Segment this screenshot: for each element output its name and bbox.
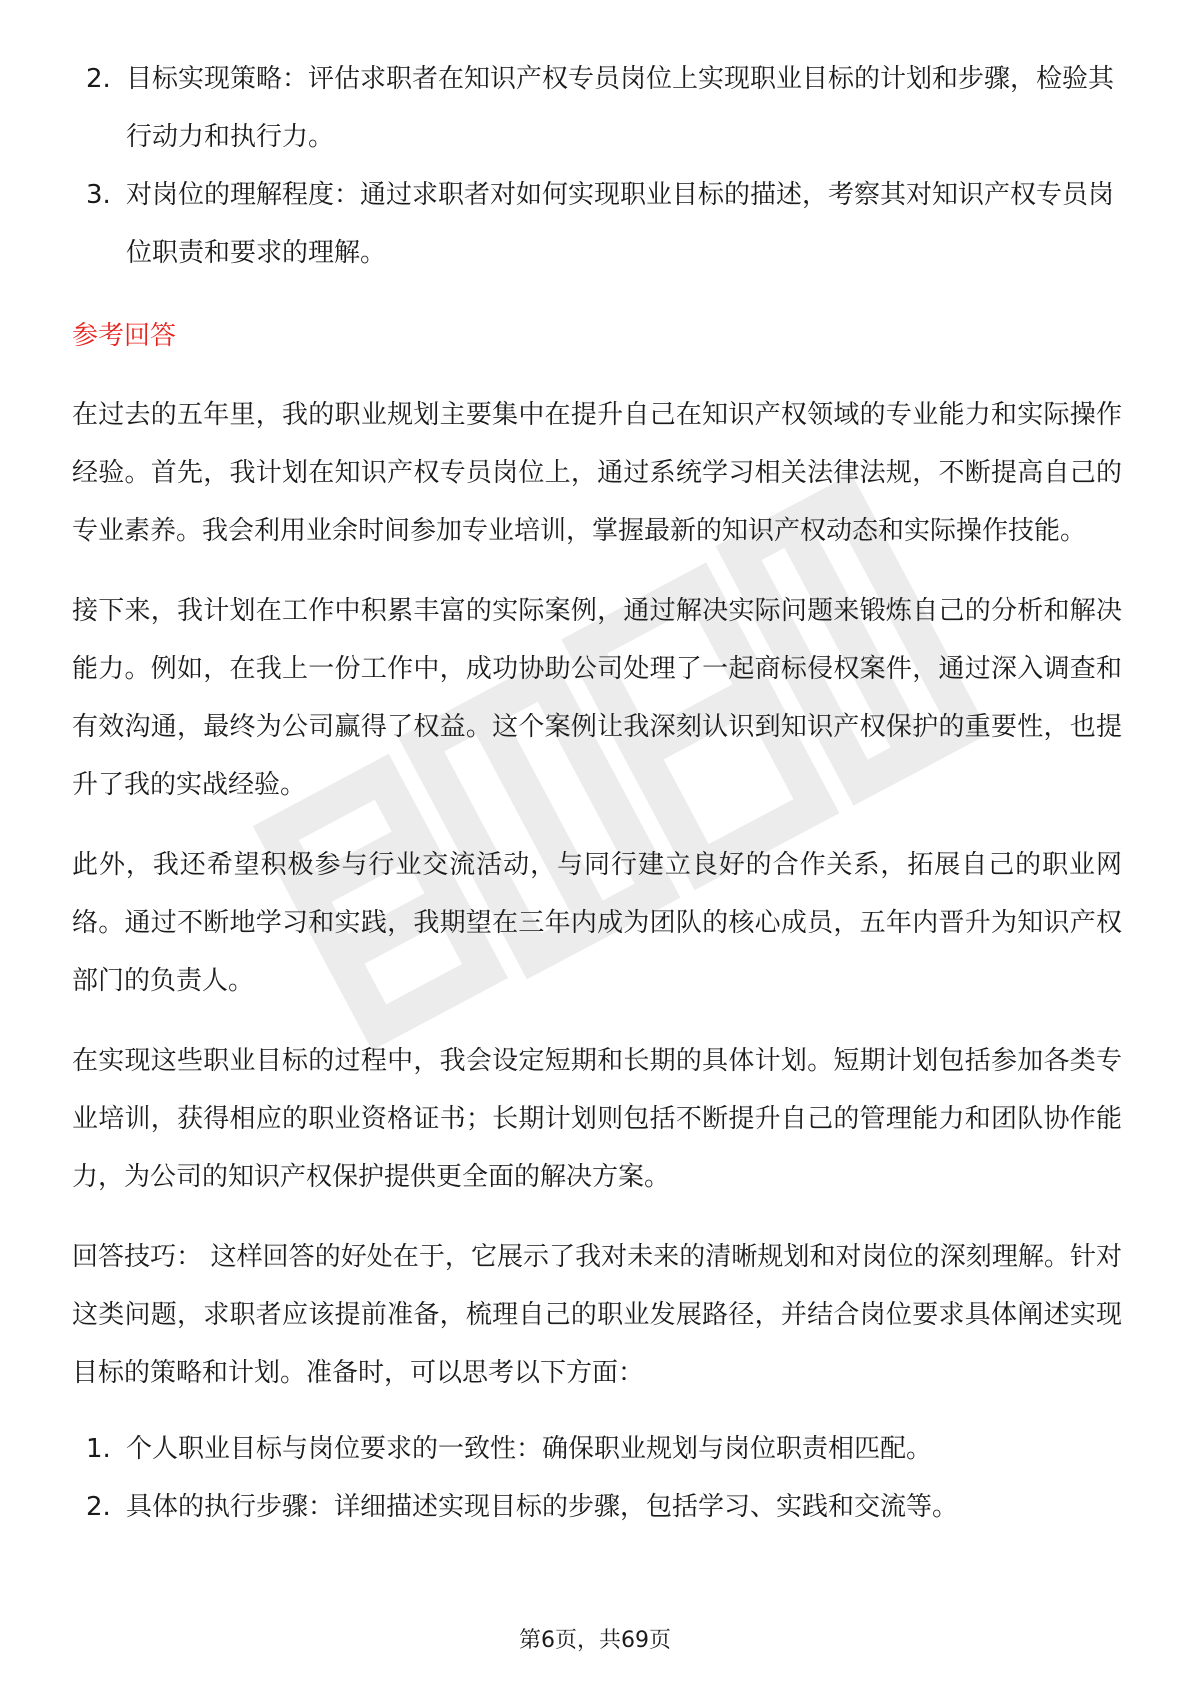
list-item bbox=[72, 50, 1122, 166]
answer-paragraph: 在实现这些职业目标的过程中，我会设定短期和长期的具体计划。短期计划包括参加各类专业培训，获得相应的职业资格证书；长期计划则包括不断提升自己的管理能力和团队协作能力，为公司的知识产权保护提供更全面的解决方案。 bbox=[72, 1046, 1122, 1192]
list-text: 目标实现策略：评估求职者在知识产权专员岗位上实现职业目标的计划和步骤，检验其行动力和执行力。 bbox=[126, 64, 1115, 152]
list-item bbox=[72, 166, 1122, 282]
answer-paragraph: 此外，我还希望积极参与行业交流活动，与同行建立良好的合作关系，拓展自己的职业网络。通过不断地学习和实践，我期望在三年内成为团队的核心成员，五年内晋升为知识产权部门的负责人。 bbox=[72, 850, 1122, 996]
tips-paragraph: 回答技巧： 这样回答的好处在于，它展示了我对未来的清晰规划和对岗位的深刻理解。针对这类问题，求职者应该提前准备，梳理自己的职业发展路径，并结合岗位要求具体阐述实现目标的策略和计划。准备时，可以思考以下方面： bbox=[72, 1242, 1122, 1388]
answer-paragraph: 在过去的五年里，我的职业规划主要集中在提升自己在知识产权领域的专业能力和实际操作经验。首先，我计划在知识产权专员岗位上，通过系统学习相关法律法规，不断提高自己的专业素养。我会利用业余时间参加专业培训，掌握最新的知识产权动态和实际操作技能。 bbox=[72, 400, 1122, 546]
list-item bbox=[72, 1478, 1122, 1536]
bottom-numbered-list bbox=[72, 1420, 1122, 1536]
list-text: 对岗位的理解程度：通过求职者对如何实现职业目标的描述，考察其对知识产权专员岗位职责和要求的理解。 bbox=[126, 180, 1115, 268]
answer-paragraph: 接下来，我计划在工作中积累丰富的实际案例，通过解决实际问题来锻炼自己的分析和解决能力。例如，在我上一份工作中，成功协助公司处理了一起商标侵权案件，通过深入调查和有效沟通，最终为公司赢得了权益。这个案例让我深刻认识到知识产权保护的重要性，也提升了我的实战经验。 bbox=[72, 596, 1122, 800]
main-content bbox=[72, 50, 1122, 1536]
list-number: 3. bbox=[86, 180, 111, 210]
list-number: 2. bbox=[86, 1492, 111, 1522]
list-text: 个人职业目标与岗位要求的一致性：确保职业规划与岗位职责相匹配。 bbox=[126, 1434, 933, 1464]
section-heading: 参考回答 bbox=[72, 321, 177, 351]
list-text: 具体的执行步骤：详细描述实现目标的步骤，包括学习、实践和交流等。 bbox=[126, 1492, 959, 1522]
list-item bbox=[72, 1420, 1122, 1478]
page-footer: 第6页，共69页 bbox=[519, 1628, 671, 1653]
list-number: 2. bbox=[86, 64, 111, 94]
top-numbered-list bbox=[72, 50, 1122, 282]
list-number: 1. bbox=[86, 1434, 111, 1464]
